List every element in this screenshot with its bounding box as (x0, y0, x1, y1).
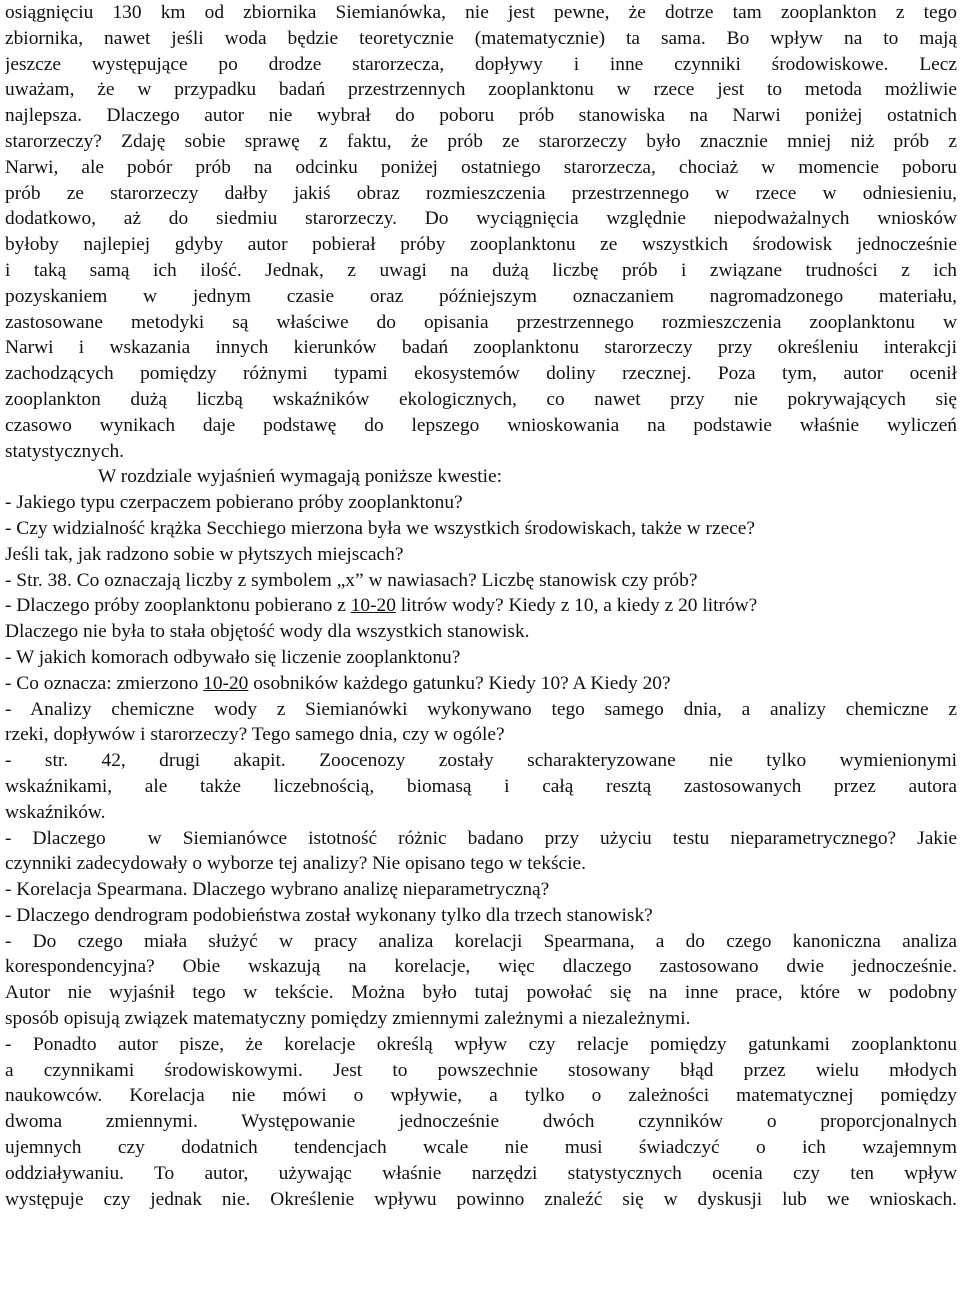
text-line: - Dlaczego dendrogram podobieństwa został wykonany tylko dla trzech stanowisk? (5, 904, 653, 926)
text-segment: litrów wody? Kiedy z 10, a kiedy z 20 litrów? (395, 595, 758, 617)
text-line: czynniki zadecydowały o wyborze tej analizy? Nie opisano tego w tekście. (5, 853, 586, 875)
text-line: dwoma zmiennymi. Występowanie jednocześnie dwóch czynników o proporcjonalnych (5, 1111, 957, 1133)
text-segment: - Co oznacza: zmierzono (5, 672, 204, 694)
text-line (5, 671, 957, 697)
text-line: zbiornika, nawet jeśli woda będzie teoretycznie (matematycznie) ta sama. Bo wpływ na to mają (5, 27, 957, 49)
text-line: - Dlaczego w Siemianówce istotność różnic badano przy użyciu testu nieparametrycznego? Jakie (5, 827, 957, 849)
text-line: - W jakich komorach odbywało się liczenie zooplanktonu? (5, 646, 461, 668)
text-segment: - Dlaczego próby zooplanktonu pobierano z (5, 595, 351, 617)
text-line: wskaźników. (5, 801, 106, 823)
text-line: dodatkowo, aż do siedmiu starorzeczy. Do wyciągnięcia względnie niepodważalnych wniosków (5, 208, 957, 230)
text-line: - str. 42, drugi akapit. Zoocenozy zostały scharakteryzowane nie tylko wymienionymi (5, 750, 957, 772)
text-line: zooplankton dużą liczbą wskaźników ekologicznych, co nawet przy nie pokrywających się (5, 388, 957, 410)
text-line: Dlaczego nie była to stała objętość wody dla wszystkich stanowisk. (5, 621, 530, 643)
underlined-range: 10-20 (350, 595, 396, 617)
text-line: - Czy widzialność krążka Secchiego mierzona była we wszystkich środowiskach, także w rzece? (5, 517, 756, 539)
text-line: starorzeczy? Zdaję sobie sprawę z faktu, że prób ze starorzeczy było znacznie mniej niż prób z (5, 130, 957, 152)
text-line: wskaźnikami, ale także liczebnością, biomasą i całą resztą zastosowanych przez autora (5, 775, 957, 797)
text-line: jeszcze występujące po drodze starorzecza, dopływy i inne czynniki środowiskowe. Lecz (5, 53, 957, 75)
text-line: - Do czego miała służyć w pracy analiza korelacji Spearmana, a do czego kanoniczna analiza (5, 930, 957, 952)
underlined-range: 10-20 (203, 672, 249, 694)
text-line: zachodzących pomiędzy różnymi typami ekosystemów doliny rzecznej. Poza tym, autor ocenił (5, 363, 957, 385)
text-line: pozyskaniem w jednym czasie oraz późniejszym oznaczaniem nagromadzonego materiału, (5, 285, 957, 307)
text-line: - Analizy chemiczne wody z Siemianówki wykonywano tego samego dnia, a analizy chemiczne z (5, 698, 957, 720)
text-line: czasowo wynikach daje podstawę do lepszego wnioskowania na podstawie właśnie wyliczeń (5, 414, 957, 436)
text-line: zastosowane metodyki są właściwe do opisania przestrzennego rozmieszczenia zooplanktonu w (5, 311, 957, 333)
text-line: rzeki, dopływów i starorzeczy? Tego samego dnia, czy w ogóle? (5, 724, 505, 746)
text-line: uważam, że w przypadku badań przestrzennych zooplanktonu w rzece jest to metoda możliwie (5, 79, 957, 101)
document-page (5, 0, 957, 1212)
text-line: osiągnięciu 130 km od zbiornika Siemianówka, nie jest pewne, że dotrze tam zooplankton z tego (5, 2, 957, 23)
text-segment: osobników każdego gatunku? Kiedy 10? A Kiedy 20? (248, 672, 671, 694)
text-line: - Jakiego typu czerpaczem pobierano próby zooplanktonu? (5, 492, 463, 514)
text-line: prób ze starorzeczy dałby jakiś obraz rozmieszczenia przestrzennego w rzece w odniesieniu, (5, 182, 957, 204)
text-line: występuje czy jednak nie. Określenie wpływu powinno znaleźć się w dyskusji lub we wnioskach. (5, 1188, 957, 1210)
text-line: i taką samą ich ilość. Jednak, z uwagi na dużą liczbę prób i związane trudności z ich (5, 259, 957, 281)
text-line: sposób opisują związek matematyczny pomiędzy zmiennymi zależnymi a niezależnymi. (5, 1008, 691, 1030)
text-line: Autor nie wyjaśnił tego w tekście. Można było tutaj powołać się na inne prace, które w podobny (5, 982, 957, 1004)
text-line: korespondencyjna? Obie wskazują na korelacje, więc dlaczego zastosowano dwie jednocześnie. (5, 956, 957, 978)
text-line: - Ponadto autor pisze, że korelacje określą wpływ czy relacje pomiędzy gatunkami zooplanktonu (5, 1033, 957, 1055)
text-line: byłoby najlepiej gdyby autor pobierał próby zooplanktonu ze wszystkich środowisk jednocześnie (5, 234, 957, 256)
text-line: - Korelacja Spearmana. Dlaczego wybrano analizę nieparametryczną? (5, 879, 550, 901)
text-line: Jeśli tak, jak radzono sobie w płytszych miejscach? (5, 543, 404, 565)
text-line: statystycznych. (5, 440, 125, 462)
text-line: W rozdziale wyjaśnień wymagają poniższe kwestie: (98, 466, 503, 488)
text-line: naukowców. Korelacja nie mówi o wpływie, a tylko o zależności matematycznej pomiędzy (5, 1085, 957, 1107)
text-line: ujemnych czy dodatnich tendencjach wcale nie musi świadczyć o ich wzajemnym (5, 1137, 957, 1159)
text-line (5, 593, 957, 619)
text-line: Narwi, ale pobór prób na odcinku poniżej ostatniego starorzecza, chociaż w momencie poboru (5, 156, 957, 178)
text-line: oddziaływaniu. To autor, używając właśnie narzędzi statystycznych ocenia czy ten wpływ (5, 1162, 957, 1184)
text-line: Narwi i wskazania innych kierunków badań zooplanktonu starorzeczy przy określeniu interakcji (5, 337, 957, 359)
text-line: najlepsza. Dlaczego autor nie wybrał do poboru prób stanowiska na Narwi poniżej ostatnich (5, 105, 957, 127)
text-line: a czynnikami środowiskowymi. Jest to powszechnie stosowany błąd przez wielu młodych (5, 1059, 957, 1081)
text-line: - Str. 38. Co oznaczają liczby z symbolem „x” w nawiasach? Liczbę stanowisk czy prób? (5, 569, 698, 591)
